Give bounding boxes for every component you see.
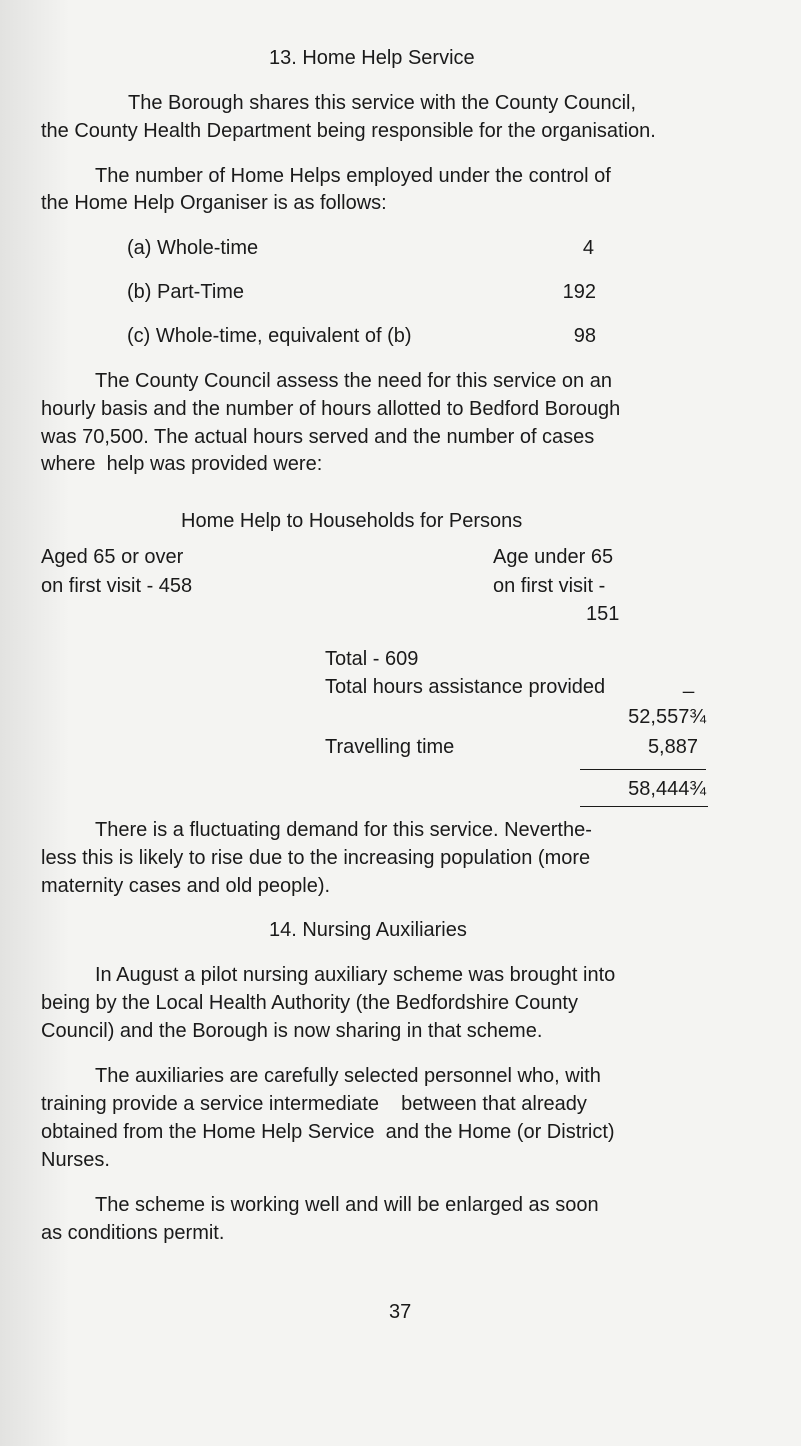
s13-p4-line2: less this is likely to rise due to the increasing population (more: [41, 847, 591, 869]
staff-c-label: (c) Whole-time, equivalent of (b): [127, 325, 412, 347]
s13-p1-line1: The Borough shares this service with the County Council,: [128, 92, 637, 114]
s14-p1-line2: being by the Local Health Authority (the Bedfordshire County: [41, 992, 578, 1014]
s14-p1-line1: In August a pilot nursing auxiliary scheme was brought into: [95, 964, 616, 986]
grand-total-value: 58,444¾: [628, 778, 706, 800]
section-13-heading: 13. Home Help Service: [269, 47, 475, 69]
page-number: 37: [389, 1301, 412, 1323]
s13-p2-line2: the Home Help Organiser is as follows:: [41, 192, 387, 214]
total-hours-value: 52,557¾: [628, 706, 706, 728]
staff-a-label: (a) Whole-time: [127, 237, 259, 259]
s14-p2-line4: Nurses.: [41, 1149, 110, 1171]
table-title: Home Help to Households for Persons: [181, 510, 523, 532]
s14-p3-line1: The scheme is working well and will be enlarged as soon: [95, 1194, 599, 1216]
total-hours-label: Total hours assistance provided: [325, 676, 606, 698]
staff-b-value: 192: [562, 281, 596, 303]
sum-rule: [580, 769, 706, 770]
staff-a-value: 4: [582, 237, 594, 259]
left-col-line1: Aged 65 or over: [41, 546, 184, 568]
staff-c-value: 98: [573, 325, 596, 347]
s14-p2-line1: The auxiliaries are carefully selected personnel who, with: [95, 1065, 601, 1087]
s13-p4-line1: There is a fluctuating demand for this service. Neverthe-: [95, 819, 592, 841]
s14-p3-line2: as conditions permit.: [41, 1222, 225, 1244]
left-col-line2: on first visit - 458: [41, 575, 193, 597]
s13-p3-line3: was 70,500. The actual hours served and the number of cases: [41, 426, 595, 448]
s13-p3-line2: hourly basis and the number of hours allotted to Bedford Borough: [41, 398, 621, 420]
s13-p1-line2: the County Health Department being responsible for the organisation.: [41, 120, 656, 142]
s13-p3-line4: where help was provided were:: [41, 453, 323, 475]
right-col-line3: 151: [586, 603, 620, 625]
s14-p2-line2: training provide a service intermediate between that already: [41, 1093, 587, 1115]
s13-p4-line3: maternity cases and old people).: [41, 875, 331, 897]
travelling-time-label: Travelling time: [325, 736, 455, 758]
s14-p1-line3: Council) and the Borough is now sharing in that scheme.: [41, 1020, 543, 1042]
total-hours-dash: _: [683, 672, 695, 694]
s13-p2-line1: The number of Home Helps employed under the control of: [95, 165, 611, 187]
total-cases: Total - 609: [325, 648, 419, 670]
right-col-line2: on first visit -: [493, 575, 606, 597]
staff-b-label: (b) Part-Time: [127, 281, 245, 303]
s13-p3-line1: The County Council assess the need for this service on an: [95, 370, 612, 392]
right-col-line1: Age under 65: [493, 546, 614, 568]
travelling-time-value: 5,887: [647, 736, 698, 758]
total-rule: [580, 806, 708, 807]
section-14-heading: 14. Nursing Auxiliaries: [269, 919, 467, 941]
s14-p2-line3: obtained from the Home Help Service and the Home (or District): [41, 1121, 615, 1143]
